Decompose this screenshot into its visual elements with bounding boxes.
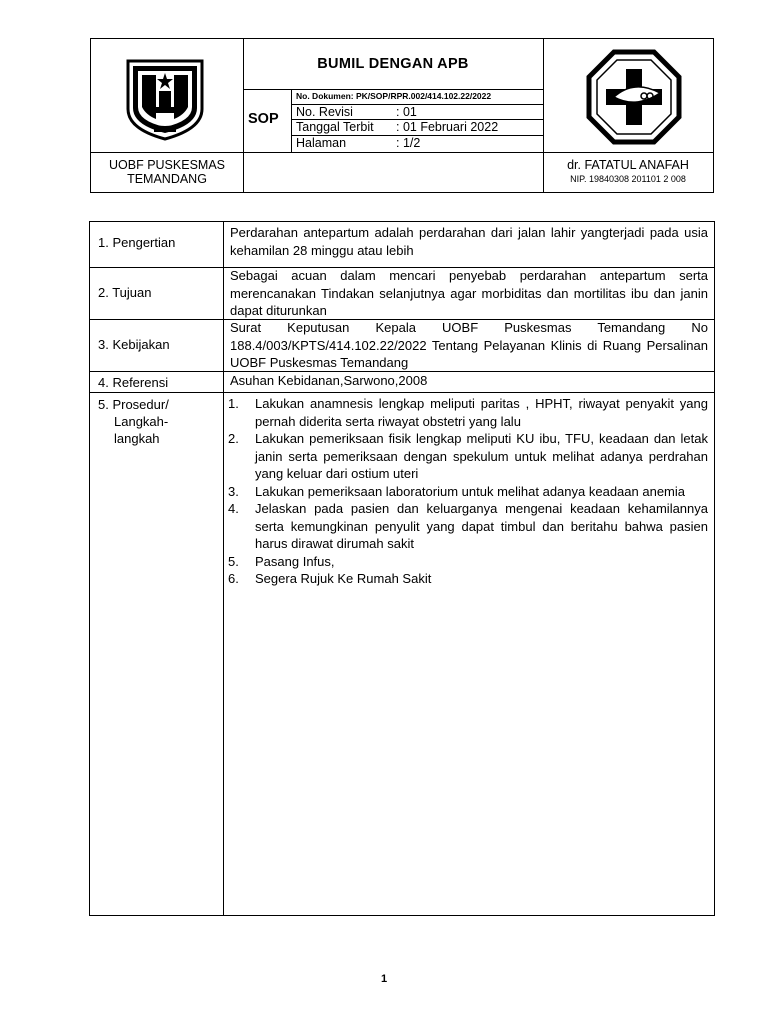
procedure-steps-list [228,395,708,588]
organization-name-line2: TEMANDANG [127,172,207,186]
divider [243,89,543,90]
row-label-prosedur [98,396,169,447]
revision-label: No. Revisi [296,105,353,119]
row-label-referensi: 4. Referensi [98,375,169,390]
issue-date-label: Tanggal Terbit [296,120,374,134]
row-content-pengertian: Perdarahan antepartum adalah perdarahan dari jalan lahir yangterjadi pada usia kehamilan 28 minggu atau lebih [230,225,708,258]
revision-value: : 01 [396,105,417,119]
sop-title: BUMIL DENGAN APB [317,56,469,72]
sop-header [90,38,714,193]
divider [223,222,224,915]
list-item: 3. Lakukan pemeriksaan laboratorium untuk melihat adanya keadaan anemia [228,483,685,499]
sop-content-table [89,221,715,916]
page-count-label: Halaman [296,136,347,150]
prosedur-label-line3: langkah [114,431,160,446]
document-number: No. Dokumen: PK/SOP/RPR.002/414.102.22/2022 [296,91,492,101]
sop-label: SOP [248,111,279,127]
row-content-referensi: Asuhan Kebidanan,Sarwono,2008 [230,373,428,388]
signer-name: dr. FATATUL ANAFAH [567,158,689,172]
page-count-value: : 1/2 [396,136,421,150]
row-label-kebijakan: 3. Kebijakan [98,337,170,352]
row-label-pengertian: 1. Pengertian [98,235,176,250]
row-content-tujuan: Sebagai acuan dalam mencari penyebab perdarahan antepartum serta merencanakan Tindakan selanjutnya agar morbiditas dan mortilitas ibu dan janin dapat diturunkan [230,268,708,318]
regency-crest-icon [124,57,206,141]
organization-name-line1: UOBF PUSKESMAS [109,158,225,172]
row-content-kebijakan: Surat Keputusan Kepala UOBF Puskesmas Temandang No 188.4/003/KPTS/414.102.22/2022 Tentang Pelayanan Klinis di Ruang Persalinan UOBF Puskesmas Temandang [230,320,708,370]
issue-date-value: : 01 Februari 2022 [396,120,499,134]
list-item: 1. Lakukan anamnesis lengkap meliputi paritas , HPHT, riwayat penyakit yang pernah diderita serta riwayat obstetri yang lalu [228,396,708,429]
signer-nip: NIP. 19840308 201101 2 008 [570,174,686,184]
puskesmas-logo-icon [586,49,682,145]
list-item: 2. Lakukan pemeriksaan fisik lengkap meliputi KU ibu, TFU, keadaan dan letak janin serta pemeriksaan dengan spekulum untuk melihat adanya perdrahan yang keluar dari ostium uteri [228,431,708,481]
list-item: 6. Segera Rujuk Ke Rumah Sakit [228,571,432,586]
divider [91,152,713,153]
page-number: 1 [380,973,388,985]
row-label-tujuan: 2. Tujuan [98,285,152,300]
prosedur-label-line2: Langkah- [114,414,169,429]
divider [291,89,292,152]
list-item: 4. Jelaskan pada pasien dan keluarganya mengenai keadaan kehamilannya serta kemungkinan penyulit yang dapat timbul dan beritahu bahwa pasien harus dirawat dirumah sakit [228,501,708,551]
divider [90,392,714,393]
list-item: 5. Pasang Infus, [228,553,335,569]
prosedur-label-line1: 5. Prosedur/ [98,397,169,412]
